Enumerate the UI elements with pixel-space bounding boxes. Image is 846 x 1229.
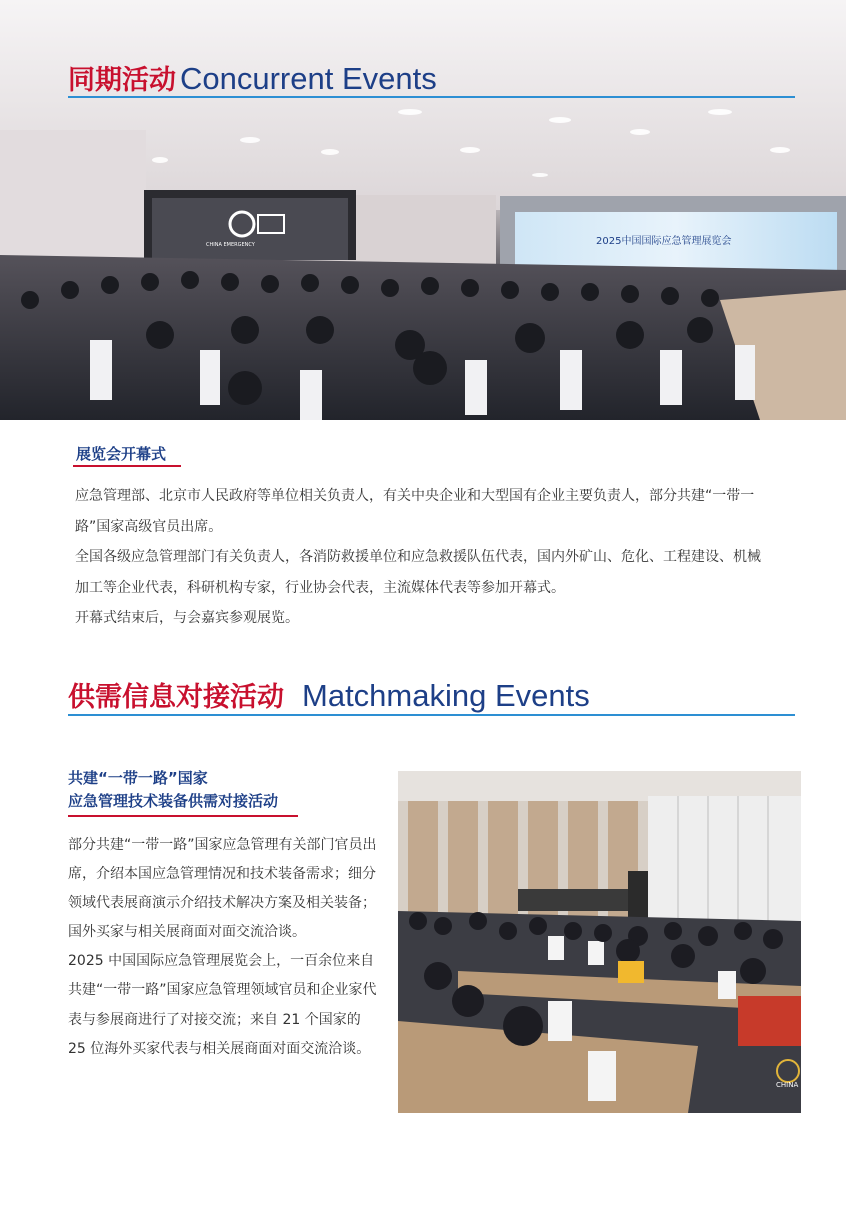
subsection-heading-underline — [68, 815, 298, 817]
opening-ceremony-text — [75, 481, 765, 634]
section-title-underline — [68, 714, 795, 716]
section-title-en: Concurrent Events — [180, 61, 437, 96]
matchmaking-photo — [398, 771, 801, 1113]
subsection-heading-line1: 共建“一带一路”国家 — [68, 769, 208, 787]
matchmaking-paragraph: 2025 中国国际应急管理展览会上，一百余位来自共建“一带一路”国家应急管理领域官员和企业家代表与参展商进行了对接交流；来自 21 个国家的 25 位海外买家代表与相关展商面对面交流洽谈。 — [68, 953, 377, 1057]
section-title-cn: 供需信息对接活动 — [68, 682, 284, 713]
matchmaking-text — [68, 831, 380, 1064]
section-title-matchmaking-events — [68, 675, 590, 714]
section-title-cn: 同期活动 — [68, 65, 176, 96]
conference-hero-photo — [0, 0, 846, 420]
meeting-room-illustration — [398, 771, 801, 1113]
subsection-heading-underline — [73, 465, 181, 467]
section-title-underline — [68, 96, 795, 98]
section-title-concurrent-events — [68, 58, 437, 97]
opening-paragraph: 全国各级应急管理部门有关负责人，各消防救援单位和应急救援队伍代表，国内外矿山、危化、工程建设、机械加工等企业代表，科研机构专家，行业协会代表，主流媒体代表等参加开幕式。 — [75, 549, 761, 596]
opening-paragraph: 开幕式结束后，与会嘉宾参观展览。 — [75, 610, 299, 627]
stage-logo-text: CHINA EMERGENCY — [206, 242, 255, 248]
section-title-en: Matchmaking Events — [302, 678, 590, 713]
subsection-heading-line2: 应急管理技术装备供需对接活动 — [68, 792, 279, 810]
matchmaking-paragraph: 部分共建“一带一路”国家应急管理有关部门官员出席，介绍本国应急管理情况和技术装备需求；细分领域代表展商演示介绍技术解决方案及相关装备；国外买家与相关展商面对面交流洽谈。 — [68, 837, 377, 941]
opening-paragraph: 应急管理部、北京市人民政府等单位相关负责人，有关中央企业和大型国有企业主要负责人，部分共建“一带一路”国家高级官员出席。 — [75, 488, 755, 535]
subsection-heading-opening: 展览会开幕式 — [76, 445, 167, 463]
photo-watermark-text: CHINA — [776, 1081, 799, 1089]
screen-text: 2025中国国际应急管理展览会 — [596, 236, 732, 247]
